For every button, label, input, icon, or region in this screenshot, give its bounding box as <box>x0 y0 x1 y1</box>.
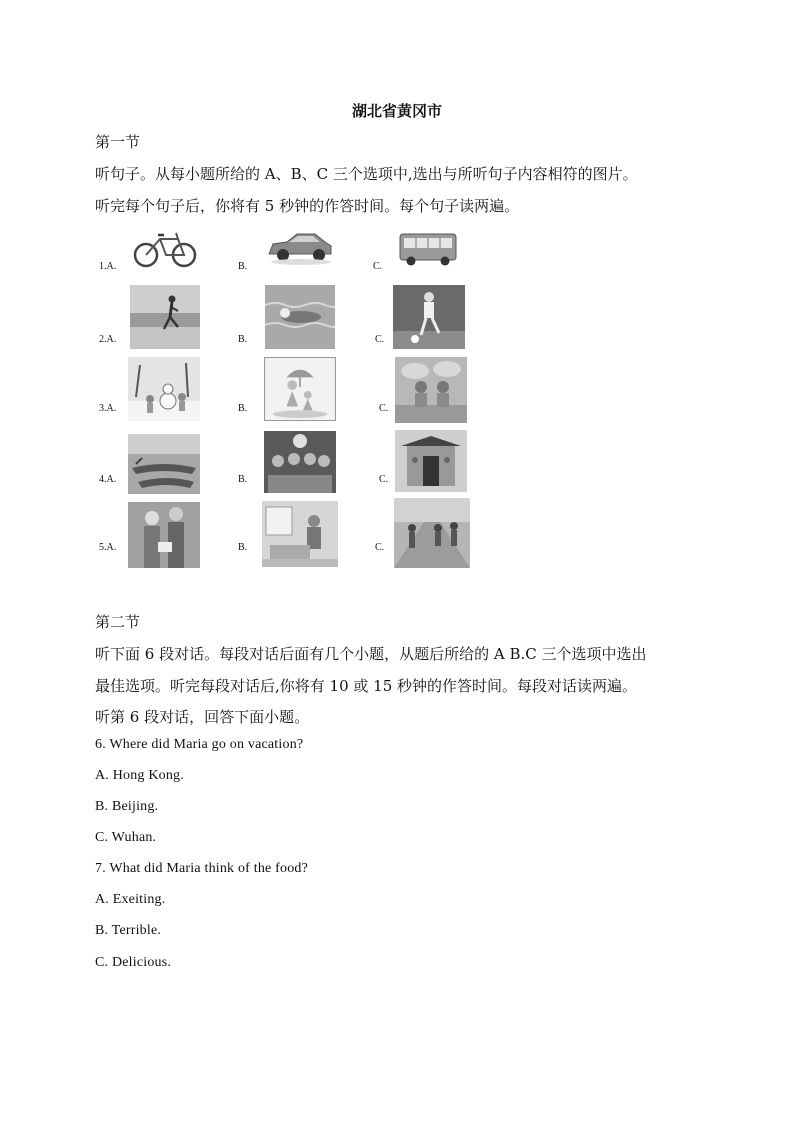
chinese-gate-image[interactable] <box>395 430 467 492</box>
q3-option-c-label: C. <box>379 403 389 414</box>
street-cleaning-image[interactable] <box>394 498 470 568</box>
soccer-image[interactable] <box>393 285 465 349</box>
q1-option-b-label: B. <box>238 261 248 272</box>
swimming-image[interactable] <box>265 285 335 349</box>
section2-instruction-3: 听第 6 段对话，回答下面小题。 <box>95 708 310 726</box>
q7-option-c[interactable]: C. Delicious. <box>95 955 172 970</box>
section1-instruction-1: 听句子。从每小题所给的 A、B、C 三个选项中,选出与所听句子内容相符的图片。 <box>95 165 638 183</box>
section2-instruction-2: 最佳选项。听完每段对话后,你将有 10 或 15 秒钟的作答时间。每段对话读两遍。 <box>95 677 638 695</box>
family-dinner-image[interactable] <box>264 431 336 493</box>
q2-option-a-label: 2.A. <box>99 334 117 345</box>
q5-option-a-label: 5.A. <box>99 542 117 553</box>
q6-option-a[interactable]: A. Hong Kong. <box>95 768 184 783</box>
q3-option-b-label: B. <box>238 403 248 414</box>
bicycle-image[interactable] <box>132 227 198 269</box>
q4-option-b-label: B. <box>238 474 248 485</box>
snowman-winter-image[interactable] <box>128 357 200 421</box>
q3-option-a-label: 3.A. <box>99 403 117 414</box>
section2-instruction-1: 听下面 6 段对话。每段对话后面有几个小题，从题后所给的 A B.C 三个选项中选出 <box>95 645 647 663</box>
q7-option-a[interactable]: A. Exeiting. <box>95 892 166 907</box>
car-image[interactable] <box>265 226 335 266</box>
bus-image[interactable] <box>397 226 459 268</box>
q6-option-b[interactable]: B. Beijing. <box>95 799 159 814</box>
section2-heading: 第二节 <box>95 613 141 631</box>
dragon-boat-image[interactable] <box>128 434 200 494</box>
page-title: 湖北省黄冈市 <box>351 102 442 120</box>
q5-option-c-label: C. <box>375 542 385 553</box>
running-beach-image[interactable] <box>130 285 200 349</box>
section1-instruction-2: 听完每个句子后，你将有 5 秒钟的作答时间。每个句子读两遍。 <box>95 197 520 215</box>
helping-elderly-image[interactable] <box>128 502 200 568</box>
question-6: 6. Where did Maria go on vacation? <box>95 737 304 752</box>
cleaning-room-image[interactable] <box>262 501 338 567</box>
q5-option-b-label: B. <box>238 542 248 553</box>
q4-option-a-label: 4.A. <box>99 474 117 485</box>
rainy-day-image[interactable] <box>264 357 336 421</box>
q2-option-c-label: C. <box>375 334 385 345</box>
q1-option-a-label: 1.A. <box>99 261 117 272</box>
q2-option-b-label: B. <box>238 334 248 345</box>
q7-option-b[interactable]: B. Terrible. <box>95 923 162 938</box>
kids-outdoor-image[interactable] <box>395 357 467 423</box>
section1-heading: 第一节 <box>95 133 141 151</box>
q4-option-c-label: C. <box>379 474 389 485</box>
q6-option-c[interactable]: C. Wuhan. <box>95 830 157 845</box>
q1-option-c-label: C. <box>373 261 383 272</box>
question-7: 7. What did Maria think of the food? <box>95 861 309 876</box>
